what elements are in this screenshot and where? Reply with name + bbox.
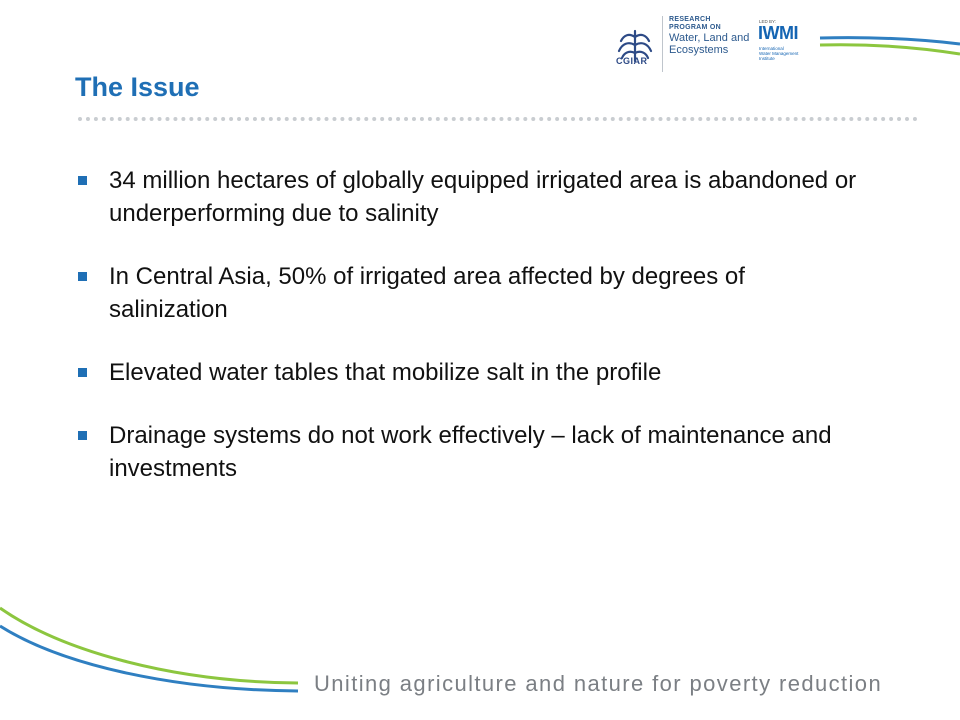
top-right-blue-line [820,38,960,44]
program-line-1: RESEARCH [669,16,711,23]
bullet-text: Drainage systems do not work effectively – lack of maintenance and investments [109,422,832,482]
bullet-list [77,164,857,485]
iwmi-full-line-1: International [759,46,784,51]
iwmi-logo-text: IWMI [758,23,798,43]
square-bullet-icon [78,368,87,377]
bottom-left-green-curve [0,608,298,683]
top-right-green-line [820,45,960,54]
iwmi-full-name [759,46,811,62]
iwmi-full-line-3: Institute [759,56,775,62]
cgiar-label: CGIAR [616,56,648,66]
program-line-3: Water, Land and [669,31,750,44]
bullet-text: 34 million hectares of globally equipped irrigated area is abandoned or underperforming due to salinity [109,167,857,227]
bullet-item [77,356,857,389]
logo-divider [662,16,663,72]
partner-logos [612,10,812,74]
title-dotted-divider [78,117,918,121]
slide-title: The Issue [75,72,200,102]
program-name [669,16,749,56]
square-bullet-icon [78,176,87,185]
program-line-4: Ecosystems [669,43,729,56]
led-by-label: LED BY: [759,19,777,24]
square-bullet-icon [78,431,87,440]
footer-tagline: Uniting agriculture and nature for poverty reduction [314,671,883,696]
iwmi-full-line-2: Water Management [759,51,799,57]
bullet-item [77,419,857,485]
square-bullet-icon [78,272,87,281]
bullet-text: Elevated water tables that mobilize salt in the profile [109,359,662,386]
program-line-2: PROGRAM ON [669,23,721,31]
bullet-item [77,164,857,230]
bullet-text: In Central Asia, 50% of irrigated area affected by degrees of salinization [109,263,745,323]
bullet-item [77,260,857,326]
